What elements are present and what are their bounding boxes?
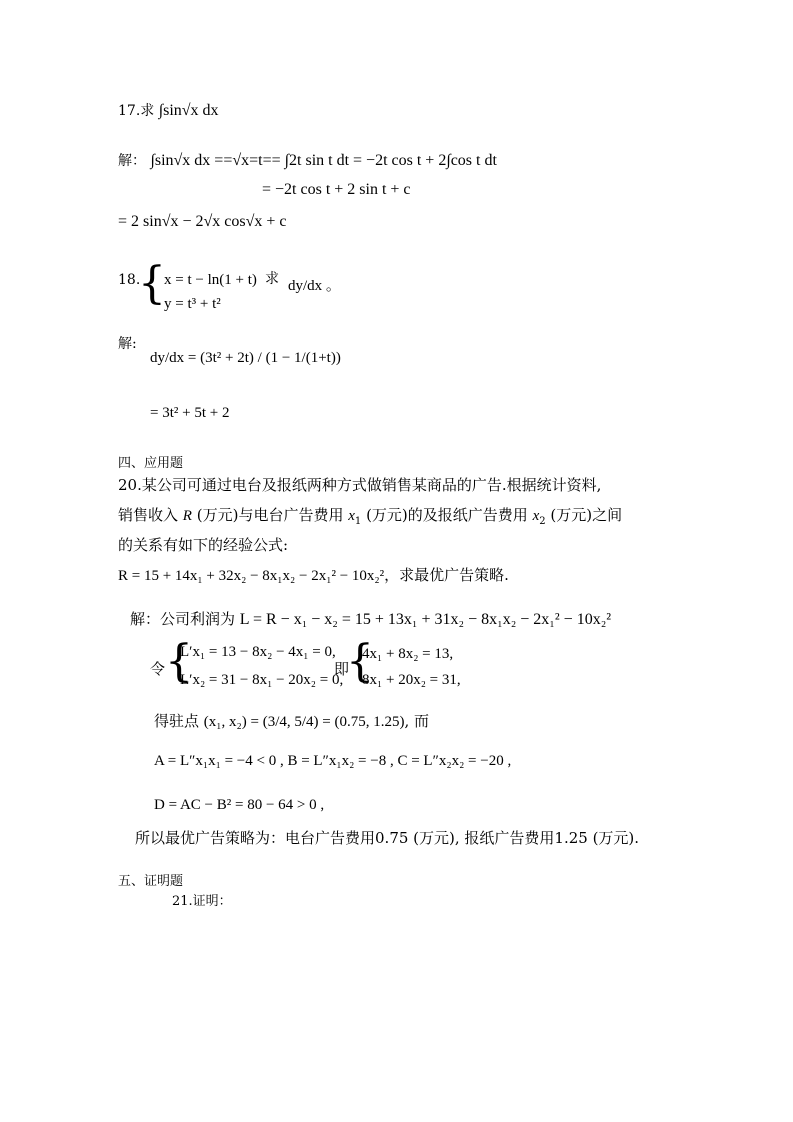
parametric-x: x = t − ln(1 + t): [164, 272, 257, 288]
left-brace: {: [346, 636, 374, 687]
problem-18-ask: 求: [265, 271, 279, 287]
section-5-title: 五、证明题: [118, 874, 184, 889]
integral-expression: ∫sin√x dx: [158, 102, 219, 119]
equation-2: L′x₂ = 31 − 8x₁ − 20x₂ = 0,: [180, 672, 344, 688]
left-brace: {: [138, 258, 166, 309]
problem-20-line2: 销售收入 R (万元)与电台广告费用 $x_1$ (万元)的及报纸广告费用 $x_2$ (万元)之间: [118, 506, 623, 527]
problem-17-solution-line3: = 2 sin√x − 2√x cos√x + c: [118, 213, 287, 230]
ji-label: 即: [334, 660, 350, 678]
parametric-y: y = t³ + t²: [164, 296, 221, 312]
problem-18-step1: dy/dx = (3t² + 2t) / (1 − 1/(1+t)): [150, 350, 341, 366]
equation-4: 8x₁ + 20x₂ = 31,: [362, 672, 461, 688]
problem-18-step2: = 3t² + 5t + 2: [150, 405, 230, 421]
problem-17-solution-line2: = −2t cos t + 2 sin t + c: [262, 181, 411, 198]
equation-1: L′x₁ = 13 − 8x₂ − 4x₁ = 0,: [180, 644, 336, 660]
section-4-title: 四、应用题: [118, 456, 184, 471]
solution-profit: 解：公司利润为 L = R − x₁ − x₂ = 15 + 13x₁ + 31x₂ − 8x₁x₂ − 2x₁² − 10x₂²: [130, 610, 612, 628]
stationary-point: 得驻点 (x₁, x₂) = (3/4, 5/4) = (0.75, 1.25), 而: [154, 712, 430, 730]
problem-number: 17.: [118, 103, 141, 119]
problem-17-question: 17.求 ∫sin√x dx: [118, 102, 219, 119]
problem-18-derivative: dy/dx 。: [288, 278, 341, 294]
problem-20-line1: 20.某公司可通过电台及报纸两种方式做销售某商品的广告.根据统计资料,: [118, 476, 602, 494]
second-derivatives: A = L″x₁x₁ = −4 < 0 , B = L″x₁x₂ = −8 , C = L″x₂x₂ = −20 ,: [154, 753, 512, 769]
discriminant: D = AC − B² = 80 − 64 > 0 ,: [154, 797, 325, 813]
equation-3: 4x₁ + 8x₂ = 13,: [362, 646, 454, 662]
conclusion: 所以最优广告策略为：电台广告费用0.75 (万元), 报纸广告费用1.25 (万元).: [135, 829, 640, 847]
left-brace: {: [165, 636, 193, 687]
problem-21: 21.证明：: [172, 894, 232, 909]
problem-18-solution-label: 解:: [118, 336, 137, 352]
problem-17-solution-line1: 解： ∫sin√x dx ==√x=t== ∫2t sin t dt = −2t cos t + 2∫cos t dt: [118, 152, 497, 169]
problem-20-line3: 的关系有如下的经验公式:: [118, 536, 289, 554]
ling-label: 令: [150, 660, 166, 678]
problem-20-formula: R = 15 + 14x₁ + 32x₂ − 8x₁x₂ − 2x₁² − 10x₂²，求最优广告策略.: [118, 566, 509, 584]
problem-18-number: 18.: [118, 272, 141, 288]
